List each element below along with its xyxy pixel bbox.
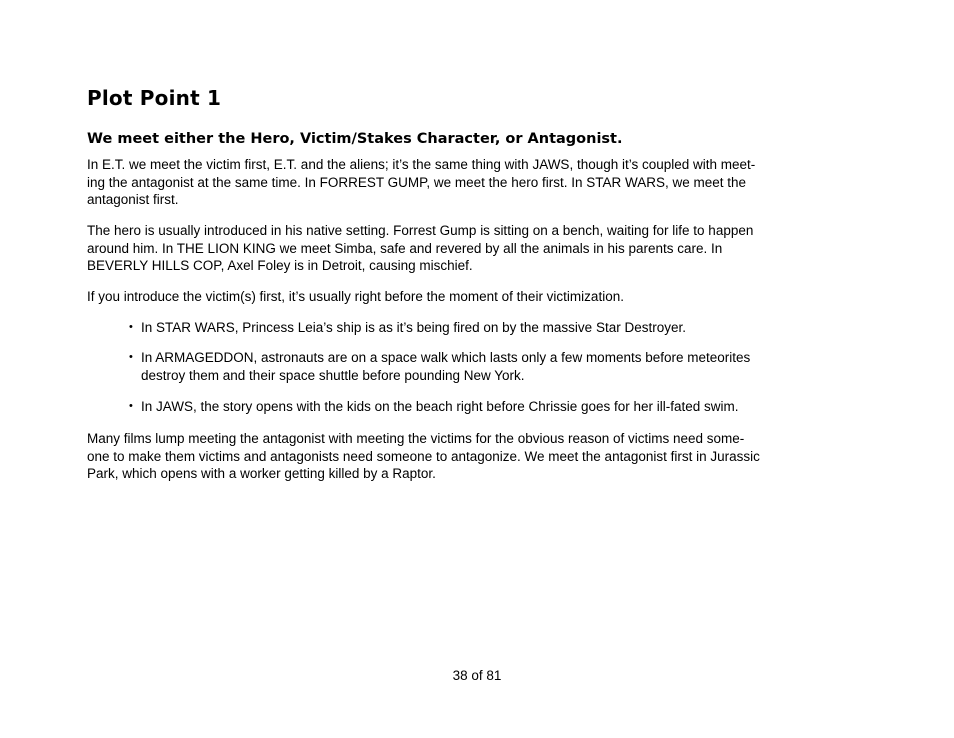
bullet-icon: • — [129, 400, 133, 412]
list-item — [129, 398, 739, 416]
paragraph-line: If you introduce the victim(s) first, it’s usually right before the moment of their victimization. — [87, 289, 624, 304]
section-subtitle: We meet either the Hero, Victim/Stakes Character, or Antagonist. — [87, 131, 623, 147]
list-item-text: In ARMAGEDDON, astronauts are on a space walk which lasts only a few moments before meteorites — [141, 350, 751, 365]
paragraph-intro — [87, 156, 755, 209]
paragraph-line: BEVERLY HILLS COP, Axel Foley is in Detroit, causing mischief. — [87, 258, 473, 273]
list-item — [129, 319, 686, 337]
paragraph-line: The hero is usually introduced in his native setting. Forrest Gump is sitting on a bench, waiting for life to happen — [87, 223, 754, 238]
bullet-icon: • — [129, 321, 133, 333]
paragraph-line: Park, which opens with a worker getting killed by a Raptor. — [87, 466, 436, 481]
paragraph-line: one to make them victims and antagonists need someone to antagonize. We meet the antagonist first in Jurassic — [87, 448, 760, 464]
list-item-text: In STAR WARS, Princess Leia’s ship is as it’s being fired on by the massive Star Destroyer. — [141, 320, 686, 335]
paragraph-line: antagonist first. — [87, 192, 179, 207]
paragraph-line: Many films lump meeting the antagonist with meeting the victims for the obvious reason of victims need some- — [87, 431, 745, 446]
list-item-text: In JAWS, the story opens with the kids on the beach right before Chrissie goes for her ill-fated swim. — [141, 399, 739, 414]
bullet-icon: • — [129, 351, 133, 363]
list-item-text: destroy them and their space shuttle before pounding New York. — [141, 367, 525, 383]
paragraph-victims — [87, 288, 624, 306]
page-title: Plot Point 1 — [87, 86, 222, 110]
paragraph-line: In E.T. we meet the victim first, E.T. and the aliens; it’s the same thing with JAWS, though it’s coupled with meet- — [87, 157, 756, 172]
paragraph-antagonist — [87, 430, 760, 483]
paragraph-hero-setting — [87, 222, 753, 275]
list-item — [129, 349, 750, 384]
paragraph-line: around him. In THE LION KING we meet Simba, safe and revered by all the animals in his parents care. In — [87, 240, 723, 256]
paragraph-line: ing the antagonist at the same time. In FORREST GUMP, we meet the hero first. In STAR WARS, we meet the — [87, 174, 747, 190]
page-number: 38 of 81 — [452, 668, 502, 683]
